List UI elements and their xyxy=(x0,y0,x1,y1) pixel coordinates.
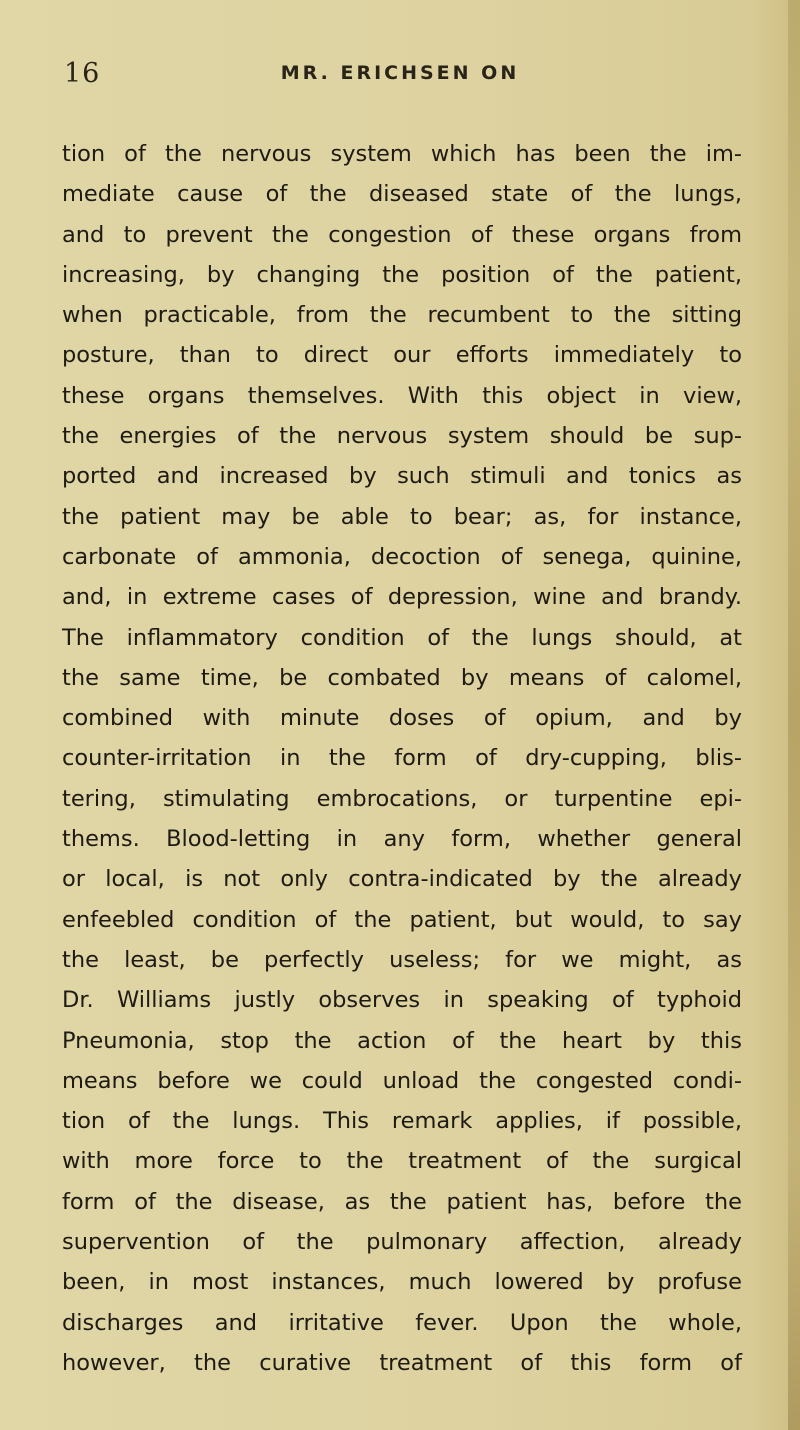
text-line: when practicable, from the recumbent to the sitting xyxy=(62,302,742,329)
text-line: ported and increased by such stimuli and tonics as xyxy=(62,463,742,490)
text-line: with more force to the treatment of the surgical xyxy=(62,1148,742,1175)
text-line: the same time, be combated by means of calomel, xyxy=(62,664,742,691)
text-line: Dr. Williams justly observes in speaking of typhoid xyxy=(62,987,742,1014)
text-line: The inflammatory condition of the lungs should, at xyxy=(62,624,742,651)
page-number: 16 xyxy=(64,58,101,89)
text-line: mediate cause of the diseased state of the lungs, xyxy=(62,181,742,208)
text-line: carbonate of ammonia, decoction of senega, quinine, xyxy=(62,543,742,570)
text-line: and to prevent the congestion of these organs from xyxy=(62,221,742,248)
text-line: enfeebled condition of the patient, but would, to say xyxy=(62,906,742,933)
text-line: discharges and irritative fever. Upon the whole, xyxy=(62,1309,742,1336)
text-line: supervention of the pulmonary affection, already xyxy=(62,1229,742,1256)
text-line: the least, be perfectly useless; for we might, as xyxy=(62,946,742,973)
page-edge xyxy=(788,0,800,1430)
text-line: form of the disease, as the patient has, before the xyxy=(62,1188,742,1215)
running-head: MR. ERICHSEN ON xyxy=(280,62,520,84)
text-line: means before we could unload the congested condi- xyxy=(62,1067,742,1094)
text-line: however, the curative treatment of this form of xyxy=(62,1349,742,1376)
text-line: increasing, by changing the position of the patient, xyxy=(62,261,742,288)
text-line: tion of the lungs. This remark applies, if possible, xyxy=(62,1108,742,1135)
text-line: been, in most instances, much lowered by profuse xyxy=(62,1269,742,1296)
text-line: or local, is not only contra-indicated by the already xyxy=(62,866,742,893)
text-line: thems. Blood-letting in any form, whether general xyxy=(62,826,742,853)
body-text xyxy=(62,134,742,1383)
text-line: tion of the nervous system which has been the im- xyxy=(62,141,742,167)
text-line: the energies of the nervous system should be sup- xyxy=(62,423,742,450)
text-line: combined with minute doses of opium, and by xyxy=(62,705,742,732)
page-header xyxy=(0,58,800,98)
text-line: tering, stimulating embrocations, or turpentine epi- xyxy=(62,785,742,812)
text-line: these organs themselves. With this object in view, xyxy=(62,382,742,409)
text-line: the patient may be able to bear; as, for instance, xyxy=(62,503,742,530)
text-line: posture, than to direct our efforts immediately to xyxy=(62,342,742,369)
text-line: counter-irritation in the form of dry-cupping, blis- xyxy=(62,745,742,772)
text-line: Pneumonia, stop the action of the heart by this xyxy=(62,1027,742,1054)
text-line: and, in extreme cases of depression, wine and brandy. xyxy=(62,584,742,611)
